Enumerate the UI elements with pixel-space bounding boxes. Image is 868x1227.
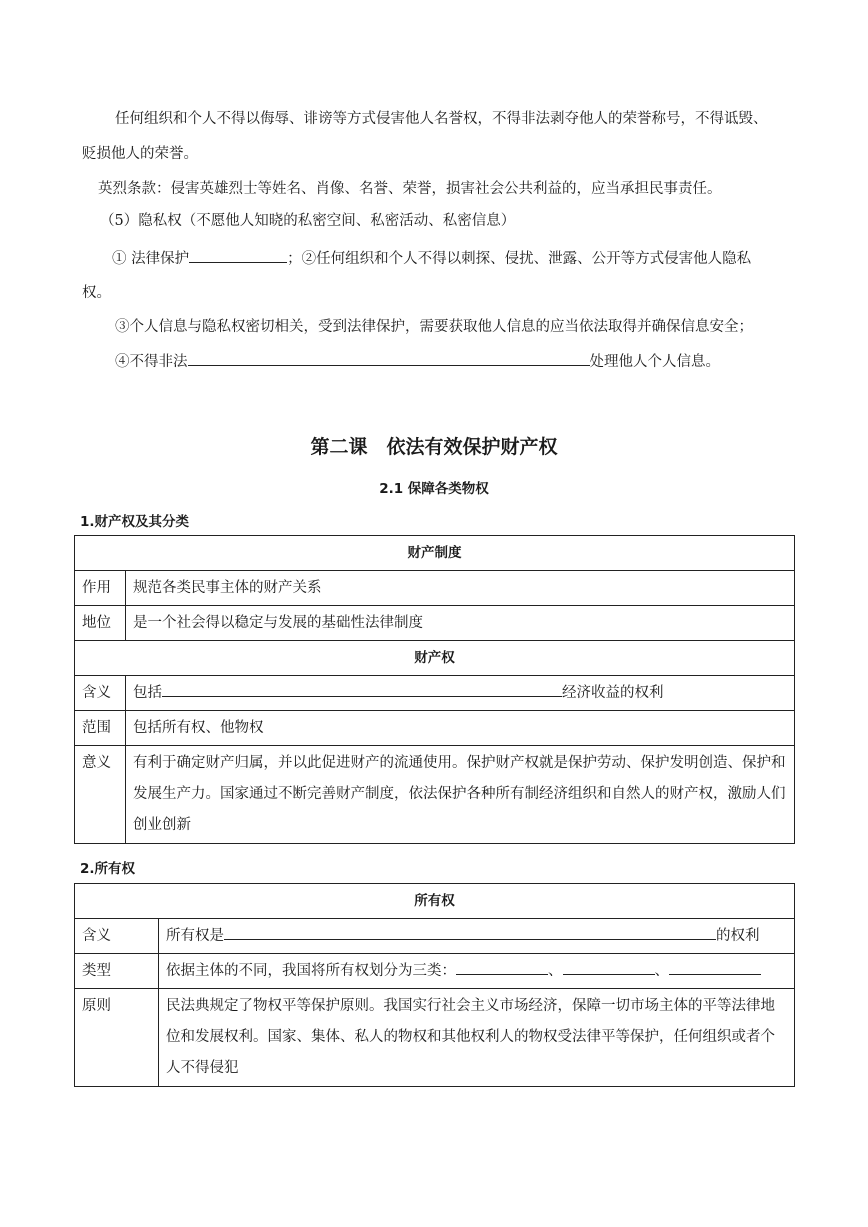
row-label: 作用: [75, 571, 126, 606]
row-content: 规范各类民事主体的财产关系: [126, 571, 795, 606]
table-header: 财产制度: [75, 536, 795, 571]
text-segment: 包括: [133, 685, 162, 701]
row-label: 意义: [75, 746, 126, 844]
text-segment: ① 法律保护: [112, 251, 190, 267]
text-segment: ④不得非法: [115, 354, 188, 370]
row-label: 类型: [75, 954, 159, 989]
section-heading: 2.所有权: [80, 861, 136, 877]
paragraph-line: 权。: [82, 285, 111, 301]
fill-blank[interactable]: [563, 959, 655, 975]
table-header: 财产权: [75, 641, 795, 676]
paragraph-line: 任何组织和个人不得以侮辱、诽谤等方式侵害他人名誉权，不得非法剥夺他人的荣誉称号，不得诋毁、: [115, 111, 768, 127]
text-segment: ；②任何组织和个人不得以刺探、侵扰、泄露、公开等方式侵害他人隐私: [287, 251, 752, 267]
table-row: [75, 536, 795, 571]
row-content: [126, 676, 795, 711]
fill-blank[interactable]: [162, 681, 562, 697]
table-row: [75, 711, 795, 746]
row-content: 有利于确定财产归属，并以此促进财产的流通使用。保护财产权就是保护劳动、保护发明创造、保护和发展生产力。国家通过不断完善财产制度，依法保护各种所有制经济组织和自然人的财产权，激励人们创业创新: [126, 746, 795, 844]
fill-blank[interactable]: [188, 350, 590, 366]
fill-blank[interactable]: [456, 959, 548, 975]
row-label: 原则: [75, 989, 159, 1087]
section-heading: 1.财产权及其分类: [80, 514, 190, 530]
paragraph-line: [115, 350, 720, 373]
paragraph-line: 贬损他人的荣誉。: [82, 146, 198, 162]
ownership-table: [74, 883, 795, 1087]
text-segment: 所有权是: [166, 928, 224, 944]
text-segment: 的权利: [716, 928, 760, 944]
fill-blank[interactable]: [224, 924, 716, 940]
row-content: 是一个社会得以稳定与发展的基础性法律制度: [126, 606, 795, 641]
lesson-subtitle: 2.1 保障各类物权: [379, 481, 489, 497]
property-table: [74, 535, 795, 844]
row-content: 包括所有权、他物权: [126, 711, 795, 746]
text-segment: 经济收益的权利: [562, 685, 664, 701]
table-row: [75, 676, 795, 711]
separator: 、: [654, 963, 669, 979]
table-row: [75, 606, 795, 641]
row-label: 范围: [75, 711, 126, 746]
separator: 、: [548, 963, 563, 979]
row-label: 含义: [75, 676, 126, 711]
paragraph-line: ③个人信息与隐私权密切相关，受到法律保护，需要获取他人信息的应当依法取得并确保信息安全；: [115, 319, 753, 335]
table-row: [75, 746, 795, 844]
table-row: [75, 989, 795, 1087]
paragraph-line: [112, 247, 751, 270]
paragraph-line: （5）隐私权（不愿他人知晓的私密空间、私密活动、私密信息）: [100, 213, 516, 229]
row-label: 地位: [75, 606, 126, 641]
table-header: 所有权: [75, 884, 795, 919]
table-row: [75, 884, 795, 919]
fill-blank[interactable]: [669, 959, 761, 975]
row-content: [159, 954, 795, 989]
table-row: [75, 919, 795, 954]
table-row: [75, 571, 795, 606]
paragraph-line: 英烈条款：侵害英雄烈士等姓名、肖像、名誉、荣誉，损害社会公共利益的，应当承担民事责任。: [98, 181, 722, 197]
row-content: 民法典规定了物权平等保护原则。我国实行社会主义市场经济，保障一切市场主体的平等法律地位和发展权利。国家、集体、私人的物权和其他权利人的物权受法律平等保护，任何组织或者个人不得侵犯: [159, 989, 795, 1087]
table-row: [75, 641, 795, 676]
row-label: 含义: [75, 919, 159, 954]
text-segment: 依据主体的不同，我国将所有权划分为三类：: [166, 963, 456, 979]
lesson-title: 第二课 依法有效保护财产权: [310, 436, 558, 458]
fill-blank[interactable]: [189, 247, 287, 263]
table-row: [75, 954, 795, 989]
text-segment: 处理他人个人信息。: [589, 354, 720, 370]
row-content: [159, 919, 795, 954]
